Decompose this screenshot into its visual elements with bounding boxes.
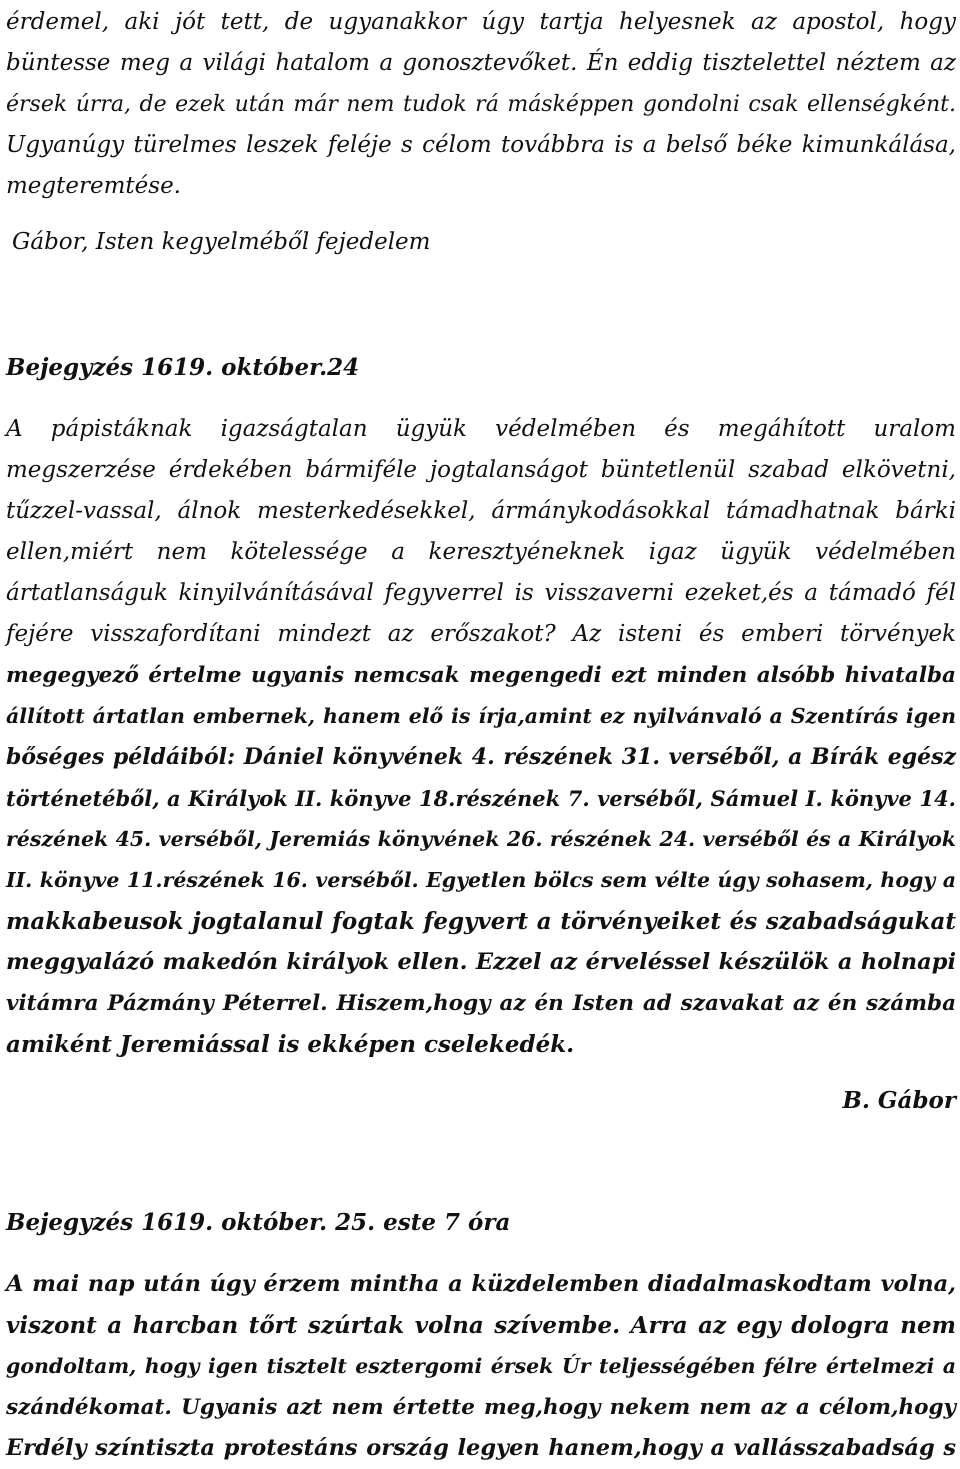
entry-heading <box>6 1202 956 1243</box>
text-line: bőséges példáiból: Dániel könyvének 4. részének 31. verséből, a Bírák egész <box>6 744 956 770</box>
entry-heading <box>6 347 956 388</box>
diary-paragraph <box>6 2 956 207</box>
text-line: megszerzése érdekében bármiféle jogtalanságot büntetlenül szabad elkövetni, <box>6 457 956 483</box>
text-line: gondoltam, hogy igen tisztelt esztergomi érsek Úr teljességében félre értelmezi a <box>6 1354 956 1378</box>
text-line: szándékomat. Ugyanis azt nem értette meg,hogy nekem nem az a célom,hogy <box>6 1395 956 1420</box>
diary-paragraph <box>6 1264 956 1469</box>
text-line: ellen,miért nem kötelessége a keresztyéneknek igaz ügyük védelmében <box>6 539 956 565</box>
signature <box>12 222 960 263</box>
text-line: érsek úrra, de ezek után már nem tudok rá másképpen gondolni csak ellenségként. <box>6 92 956 117</box>
text-line: Ugyanúgy türelmes leszek feléje s célom továbbra is a belső béke kimunkálása, <box>6 132 956 158</box>
text-line: állított ártatlan embernek, hanem elő is írja,amint ez nyilvánvaló a Szentírás igen <box>6 704 956 728</box>
text-line: meggyalázó makedón királyok ellen. Ezzel az érveléssel készülök a holnapi <box>6 949 956 975</box>
text-line: vitámra Pázmány Péterrel. Hiszem,hogy az én Isten ad szavakat az én számba <box>6 991 956 1016</box>
text-line: Erdély színtiszta protestáns ország legyen hanem,hogy a vallásszabadság s <box>6 1435 956 1461</box>
text-line: érdemel, aki jót tett, de ugyanakkor úgy tartja helyesnek az apostol, hogy <box>6 9 956 35</box>
text-line: megteremtése. <box>6 173 181 199</box>
entry-date: Bejegyzés 1619. október.24 <box>6 354 360 381</box>
text-line: II. könyve 11.részének 16. verséből. Egyetlen bölcs sem vélte úgy sohasem, hogy a <box>6 868 956 892</box>
text-line: büntesse meg a világi hatalom a gonosztevőket. Én eddig tisztelettel néztem az <box>6 50 956 76</box>
diary-paragraph <box>6 409 956 1065</box>
text-line: megegyező értelme ugyanis nemcsak megengedi ezt minden alsóbb hivatalba <box>6 663 956 688</box>
text-line: tűzzel-vassal, álnok mesterkedésekkel, ármánykodásokkal támadhatnak bárki <box>6 498 956 524</box>
text-line: részének 45. verséből, Jeremiás könyvének 26. részének 24. verséből és a Királyok <box>6 827 956 851</box>
text-line: A mai nap után úgy érzem mintha a küzdelemben diadalmaskodtam volna, <box>6 1271 956 1297</box>
text-line: amiként Jeremiással is ekképen cselekedék. <box>6 1031 575 1058</box>
text-line: makkabeusok jogtalanul fogtak fegyvert a törvényeiket és szabadságukat <box>6 908 956 935</box>
entry-date: Bejegyzés 1619. október. 25. este 7 óra <box>6 1209 511 1236</box>
text-line: történetéből, a Királyok II. könyve 18.részének 7. verséből, Sámuel I. könyve 14. <box>6 786 956 811</box>
text-line: fejére visszafordítani mindezt az erőszakot? Az isteni és emberi törvények <box>6 621 956 647</box>
text-line: ártatlanságuk kinyilvánításával fegyverrel is visszaverni ezeket,és a támadó fél <box>6 580 956 606</box>
signature-text: B. Gábor <box>842 1087 956 1114</box>
text-line: viszont a harcban tőrt szúrtak volna szívembe. Arra az egy dologra nem <box>6 1312 956 1339</box>
signature <box>6 1080 956 1121</box>
signature-text: Gábor, Isten kegyelméből fejedelem <box>12 229 431 255</box>
text-line: A pápistáknak igazságtalan ügyük védelmében és megáhított uralom <box>6 416 956 442</box>
